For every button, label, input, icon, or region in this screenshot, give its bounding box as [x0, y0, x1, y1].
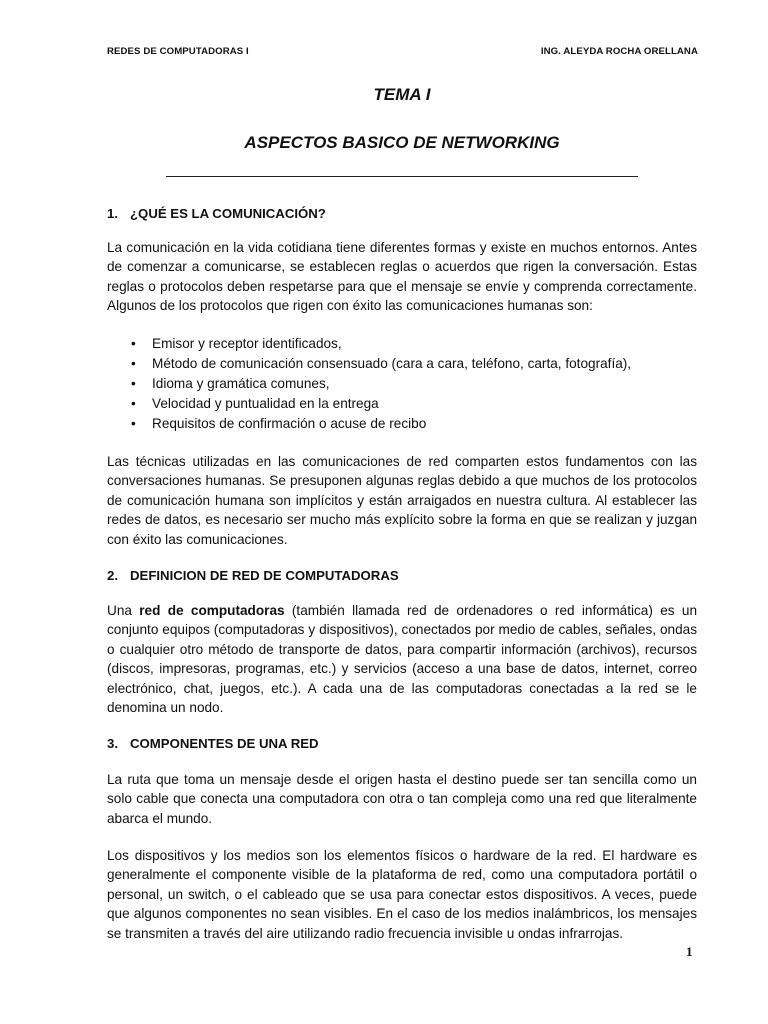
defined-term: red de computadoras	[139, 603, 285, 618]
protocol-bullet-list	[107, 334, 631, 434]
text-line: personal, un switch, o el cableado que se usa para conectar estos dispositivos. A veces, puede	[107, 886, 697, 902]
header-author: ING. ALEYDA ROCHA ORELLANA	[540, 46, 698, 57]
text-line: de comunicación humana son implícitos y están arraigados en nuestra cultura. Al establecer las	[107, 492, 697, 508]
list-item	[107, 394, 631, 414]
text-line: Las técnicas utilizadas en las comunicaciones de red comparten estos fundamentos con las	[107, 454, 697, 469]
text-line: redes de datos, es necesario ser mucho más explícito sobre la forma en que se realizan y juzgan	[107, 512, 697, 528]
text-fragment: Una	[107, 603, 140, 618]
list-item-text: Idioma y gramática comunes,	[152, 376, 330, 391]
document-title: TEMA I	[373, 85, 431, 104]
list-item-text: Requisitos de confirmación o acuse de recibo	[152, 416, 427, 431]
list-item-text: Emisor y receptor identificados,	[152, 336, 342, 351]
section-1-heading	[107, 206, 326, 221]
section-3-title: COMPONENTES DE UNA RED	[130, 736, 319, 751]
header-course-name: REDES DE COMPUTADORAS I	[107, 46, 249, 57]
section-2-number: 2.	[107, 568, 118, 583]
text-fragment: (también llamada red de ordenadores o red informática) es un	[284, 603, 698, 618]
section-3-heading	[107, 736, 319, 751]
list-item-text: Velocidad y puntualidad en la entrega	[152, 396, 379, 411]
section-2-title: DEFINICION DE RED DE COMPUTADORAS	[130, 568, 399, 583]
bullet-icon: •	[131, 356, 136, 371]
text-line: que algunos componentes no sean visibles. En el caso de los medios inalámbricos, los mensajes	[107, 906, 697, 922]
section-2-paragraph	[107, 601, 697, 717]
page-number: 1	[686, 944, 693, 959]
bullet-icon: •	[131, 336, 136, 351]
section-2-heading	[107, 568, 399, 583]
section-3-number: 3.	[107, 736, 118, 751]
section-1-paragraph-2	[107, 452, 697, 549]
text-line: La comunicación en la vida cotidiana tiene diferentes formas y existe en muchos entornos. Antes	[107, 240, 697, 255]
list-item	[107, 354, 631, 374]
text-line: se transmiten a través del aire utilizando radio frecuencia invisible u ondas infrarrojas.	[107, 925, 624, 941]
section-1-paragraph-1	[107, 238, 697, 316]
text-line: generalmente el componente visible de la plataforma de red, como una computadora portátil o	[107, 867, 697, 883]
bullet-icon: •	[131, 376, 136, 391]
list-item	[107, 414, 631, 434]
text-line: solo cable que conecta una computadora con otra o tan compleja como una red que literalmente	[107, 791, 697, 807]
page-header	[107, 46, 698, 62]
text-line: con éxito las comunicaciones.	[107, 531, 288, 547]
text-line: conjunto equipos (computadoras y dispositivos), conectados por medio de cables, señales, ondas	[107, 622, 697, 638]
text-line: conversaciones humanas. Se presuponen algunas reglas debido a que muchos de los protocolos	[107, 473, 697, 489]
text-line: electrónico, chat, juegos, etc.). A cada una de las computadoras conectadas a la red se le	[107, 680, 697, 696]
text-line	[107, 601, 697, 620]
section-1-number: 1.	[107, 206, 118, 221]
text-line: denomina un nodo.	[107, 700, 224, 716]
title-divider	[166, 176, 638, 177]
text-line: reglas o protocolos deben respetarse para que el mensaje se envíe y comprenda correctamente.	[107, 278, 697, 294]
text-line: Los dispositivos y los medios son los elementos físicos o hardware de la red. El hardware es	[107, 848, 697, 863]
list-item	[107, 334, 631, 354]
section-3-paragraph-2	[107, 846, 697, 943]
text-line: (discos, impresoras, programas, etc.) y servicios (acceso a una base de datos, internet, correo	[107, 661, 697, 677]
text-line: Algunos de los protocolos que rigen con éxito las comunicaciones humanas son:	[107, 298, 593, 314]
text-line: La ruta que toma un mensaje desde el origen hasta el destino puede ser tan sencilla como un	[107, 772, 697, 787]
document-subtitle: ASPECTOS BASICO DE NETWORKING	[244, 133, 560, 152]
list-item-text: Método de comunicación consensuado (cara a cara, teléfono, carta, fotografía),	[152, 356, 632, 371]
text-line: abarca el mundo.	[107, 810, 213, 826]
section-1-title: ¿QUÉ ES LA COMUNICACIÓN?	[130, 206, 326, 221]
list-item	[107, 374, 631, 394]
bullet-icon: •	[131, 416, 136, 431]
section-3-paragraph-1	[107, 770, 697, 828]
text-line: de comenzar a comunicarse, se establecen reglas o acuerdos que rigen la conversación. Estas	[107, 259, 697, 275]
text-line: o cualquier otro método de transporte de datos, para compartir información (archivos), recursos	[107, 641, 697, 657]
bullet-icon: •	[131, 396, 136, 411]
